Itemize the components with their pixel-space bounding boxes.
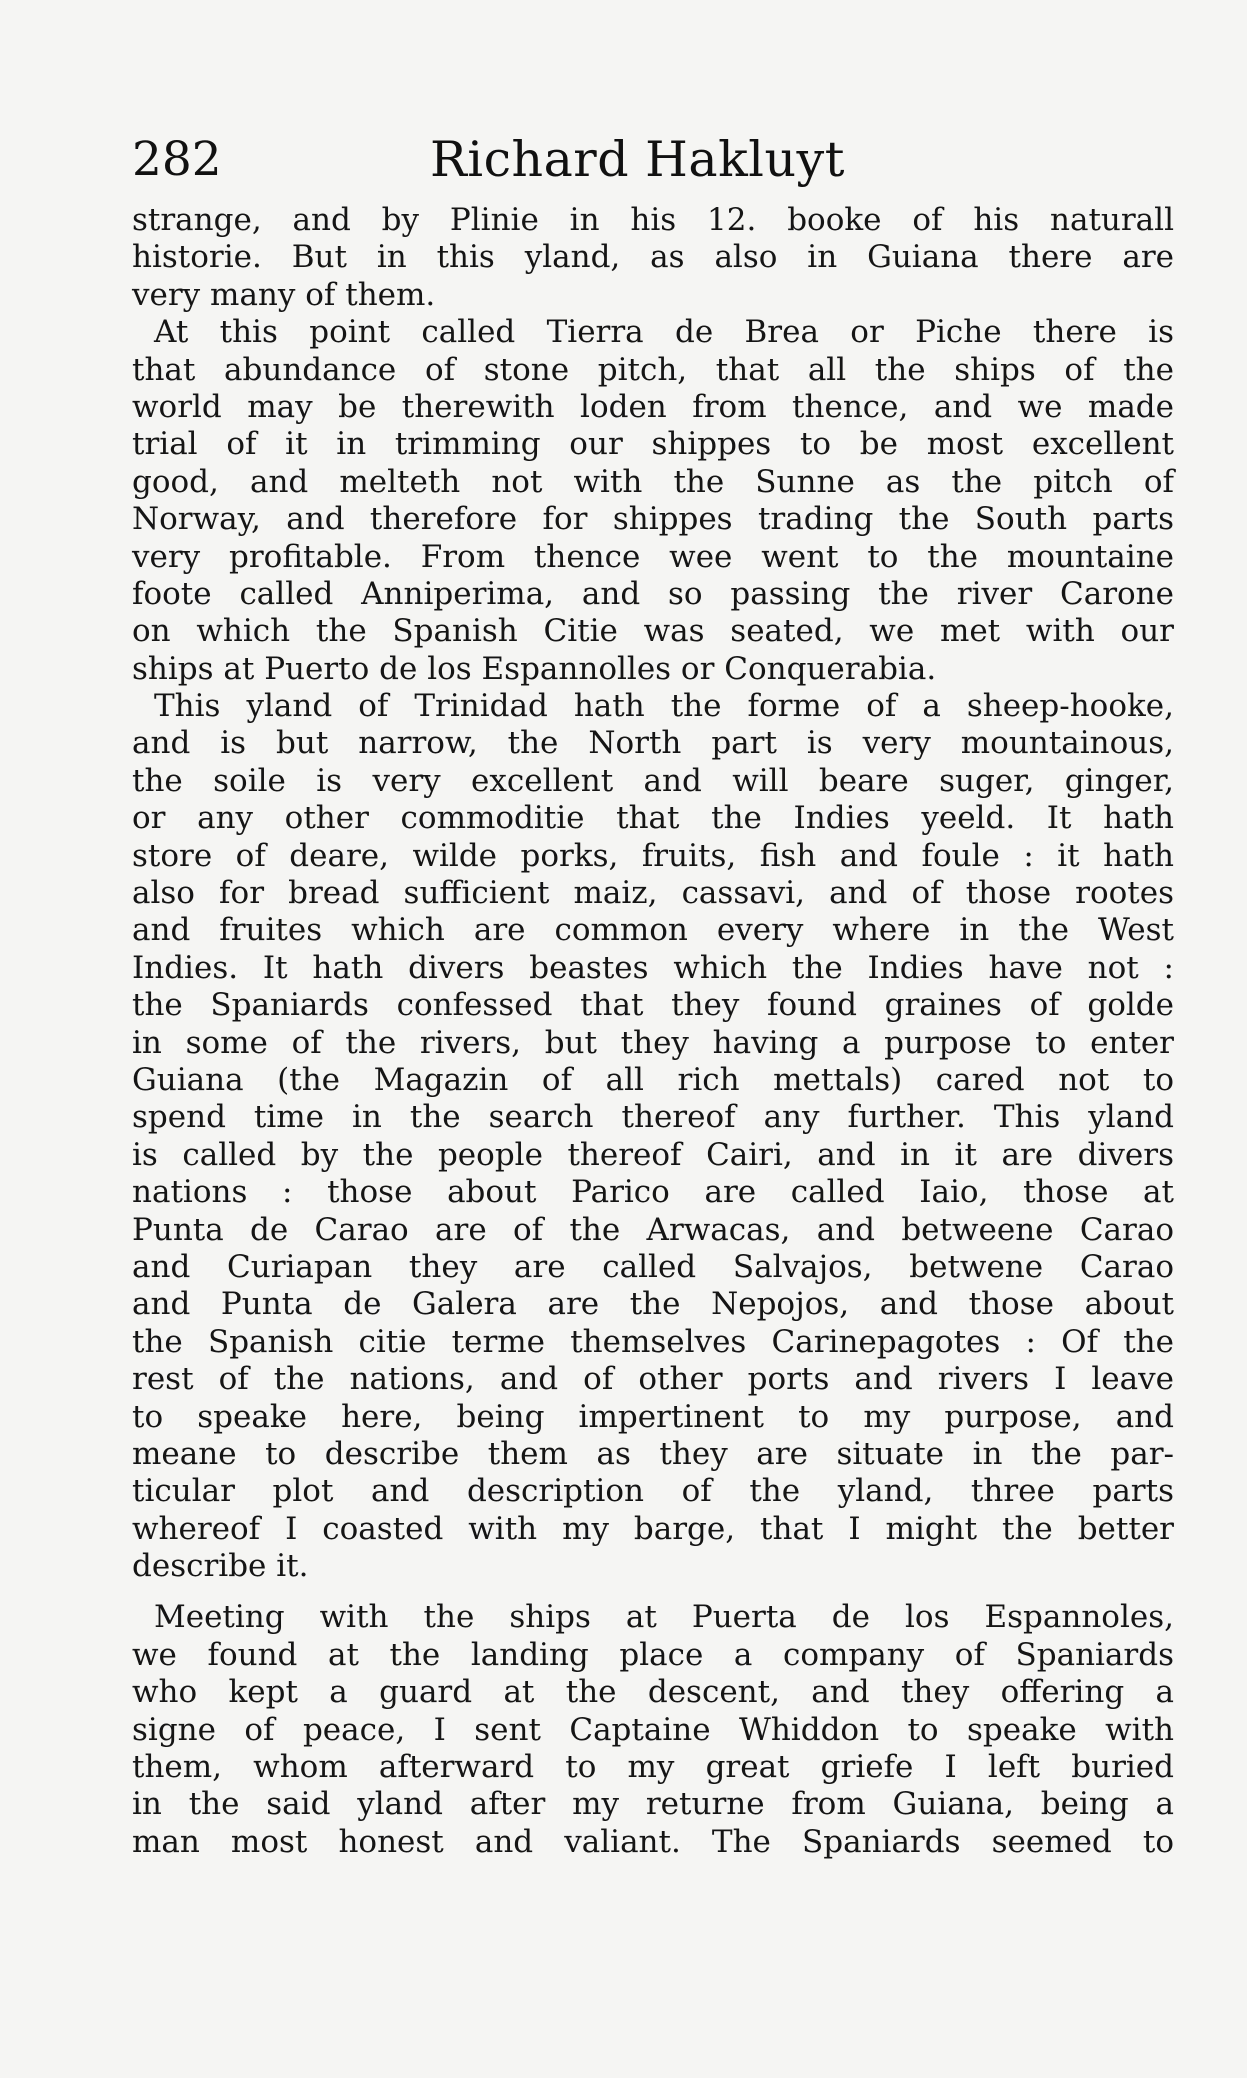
text-line: we found at the landing place a company of Spaniards [132,1636,1174,1673]
text-line: in the said yland after my returne from Guiana, being a [132,1786,1174,1823]
paragraph-2 [132,314,1174,688]
text-line: foote called Anniperima, and so passing the river Carone [132,575,1174,612]
text-line: rest of the nations, and of other ports and rivers I leave [132,1361,1174,1398]
text-line: meane to describe them as they are situate in the par- [132,1435,1174,1472]
text-line: world may be therewith loden from thence, and we made [132,388,1174,425]
text-line: Punta de Carao are of the Arwacas, and betweene Carao [132,1211,1174,1248]
text-line: Norway, and therefore for shippes trading the South parts [132,501,1174,538]
text-line: Meeting with the ships at Puerta de los Espannoles, [154,1599,1174,1636]
text-line: ships at Puerto de los Espannolles or Conquerabia. [132,650,937,687]
text-line: whereof I coasted with my barge, that I might the better [132,1510,1174,1547]
page-header [132,125,1172,195]
text-line: them, whom afterward to my great griefe I left buried [132,1749,1174,1786]
text-line: very many of them. [132,276,436,313]
text-line: nations : those about Parico are called Iaio, those at [132,1174,1174,1211]
text-line: is called by the people thereof Cairi, and in it are divers [132,1136,1174,1173]
text-line: very profitable. From thence wee went to the mountaine [132,538,1174,575]
text-line: trial of it in trimming our shippes to be most excellent [132,426,1174,463]
text-line: historie. But in this yland, as also in Guiana there are [132,239,1174,276]
text-line: also for bread sufficient maiz, cassavi, and of those rootes [132,875,1174,912]
text-line: and Curiapan they are called Salvajos, betwene Carao [132,1248,1174,1285]
text-line: Guiana (the Magazin of all rich mettals) cared not to [132,1061,1174,1098]
running-head: Richard Hakluyt [430,131,845,188]
text-line: strange, and by Plinie in his 12. booke of his naturall [132,202,1174,238]
text-line: Indies. It hath divers beastes which the Indies have not : [132,949,1174,986]
text-line: to speake here, being impertinent to my purpose, and [132,1398,1174,1435]
paragraph-1 [132,202,1174,314]
text-line: on which the Spanish Citie was seated, we met with our [132,613,1174,650]
text-line: the soile is very excellent and will beare suger, ginger, [132,762,1174,799]
text-line: in some of the rivers, but they having a purpose to enter [132,1024,1174,1061]
text-line: This yland of Trinidad hath the forme of a sheep-hooke, [154,688,1174,725]
text-line: man most honest and valiant. The Spaniards seemed to [132,1823,1174,1860]
text-line: who kept a guard at the descent, and they offering a [132,1674,1174,1711]
text-line: and is but narrow, the North part is very mountainous, [132,725,1174,762]
text-line: or any other commoditie that the Indies yeeld. It hath [132,800,1174,837]
text-line: store of deare, wilde porks, fruits, fish and foule : it hath [132,837,1174,874]
text-line: describe it. [132,1548,309,1585]
text-line: ticular plot and description of the yland, three parts [132,1473,1174,1510]
text-line: At this point called Tierra de Brea or Piche there is [154,314,1174,351]
text-line: that abundance of stone pitch, that all the ships of the [132,351,1174,388]
body-text [132,202,1174,1861]
page-number: 282 [132,132,222,187]
text-line: spend time in the search thereof any further. This yland [132,1099,1174,1136]
text-line: and fruites which are common every where in the West [132,912,1174,949]
text-line: and Punta de Galera are the Nepojos, and those about [132,1286,1174,1323]
text-line: good, and melteth not with the Sunne as the pitch of [132,463,1174,500]
text-line: the Spaniards confessed that they found graines of golde [132,987,1174,1024]
text-line: the Spanish citie terme themselves Carinepagotes : Of the [132,1323,1174,1360]
text-line: signe of peace, I sent Captaine Whiddon to speake with [132,1711,1174,1748]
paragraph-spacer [132,1585,1174,1599]
paragraph-4 [132,1599,1174,1861]
paragraph-3 [132,688,1174,1585]
